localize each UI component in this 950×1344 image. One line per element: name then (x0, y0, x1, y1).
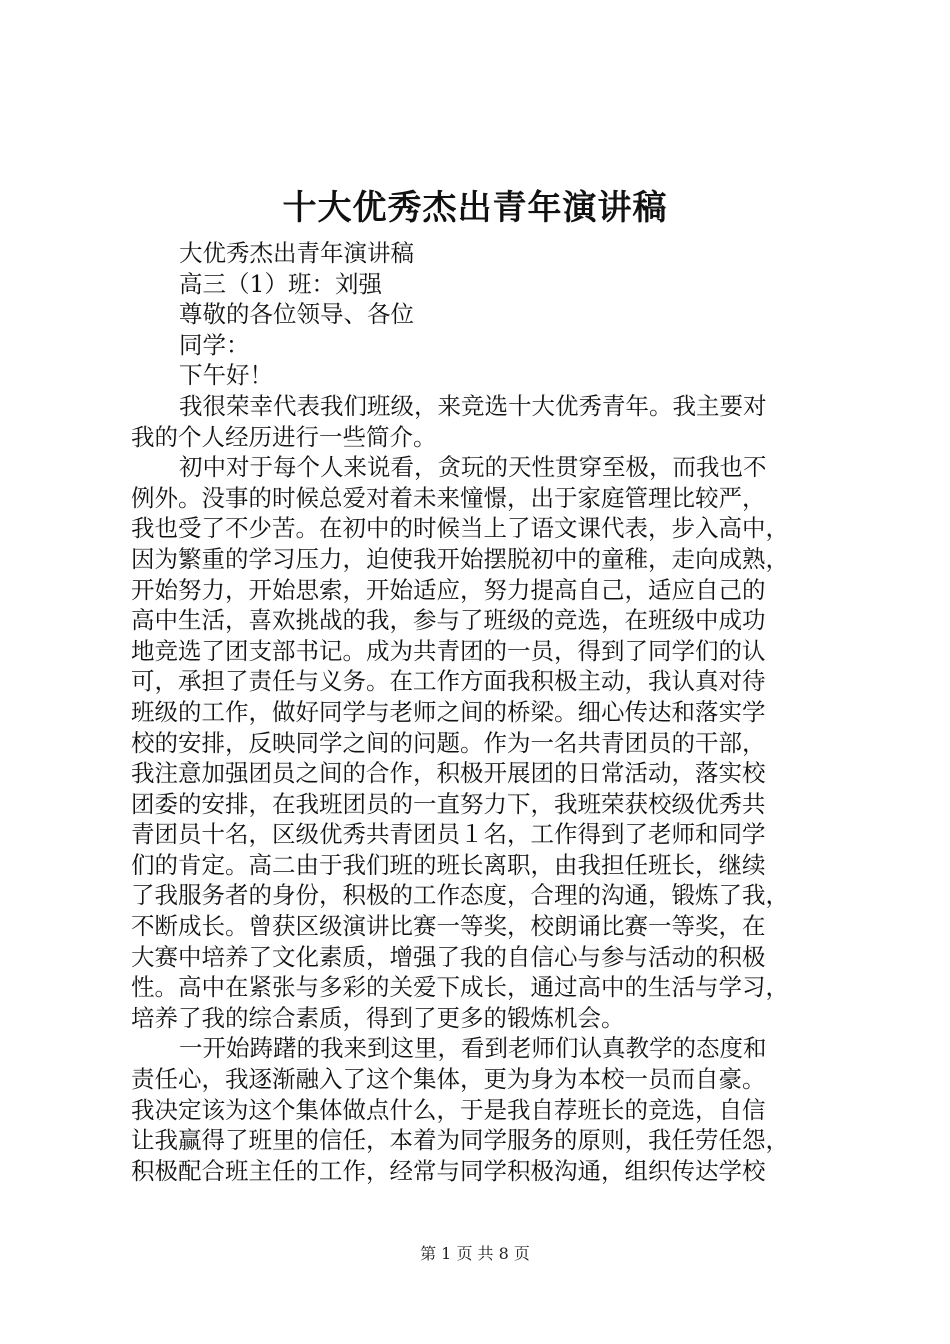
paragraph-line: 团委的安排，在我班团员的一直努力下，我班荣获校级优秀共 (131, 789, 766, 818)
paragraph-line: 一开始踌躇的我来到这里，看到老师们认真教学的态度和 (179, 1034, 767, 1063)
subtitle-line: 大优秀杰出青年演讲稿 (179, 239, 414, 267)
paragraph-line: 性。高中在紧张与多彩的关爱下成长，通过高中的生活与学习， (131, 973, 789, 1002)
paragraph-line: 高中生活，喜欢挑战的我，参与了班级的竞选，在班级中成功 (131, 606, 766, 635)
paragraph-line: 们的肯定。高二由于我们班的班长离职，由我担任班长，继续 (131, 850, 766, 879)
page-number-footer: 第 1 页 共 8 页 (420, 1244, 530, 1263)
paragraph-line: 了我服务者的身份，积极的工作态度，合理的沟通，锻炼了我， (131, 881, 789, 910)
paragraph-line: 我决定该为这个集体做点什么，于是我自荐班长的竞选，自信 (131, 1095, 766, 1124)
paragraph-line: 让我赢得了班里的信任，本着为同学服务的原则，我任劳任怨， (131, 1126, 789, 1155)
paragraph-line: 初中对于每个人来说看，贪玩的天性贯穿至极，而我也不 (179, 453, 767, 482)
paragraph-line: 不断成长。曾获区级演讲比赛一等奖，校朗诵比赛一等奖，在 (131, 912, 766, 941)
paragraph-line: 大赛中培养了文化素质，增强了我的自信心与参与活动的积极 (131, 942, 766, 971)
paragraph-line: 青团员十名，区级优秀共青团员１名，工作得到了老师和同学 (131, 820, 766, 849)
paragraph-line: 校的安排，反映同学之间的问题。作为一名共青团员的干部， (131, 728, 766, 757)
salutation-line: 尊敬的各位领导、各位 (179, 300, 414, 329)
paragraph-line: 例外。没事的时候总爱对着未来憧憬，出于家庭管理比较严， (131, 483, 766, 512)
author-line: 高三（1）班：刘强 (179, 269, 382, 298)
greeting-line: 下午好！ (179, 361, 273, 390)
document-title: 十大优秀杰出青年演讲稿 (282, 188, 668, 228)
paragraph-line: 我注意加强团员之间的合作，积极开展团的日常活动，落实校 (131, 759, 766, 788)
paragraph-line: 开始努力，开始思索，开始适应，努力提高自己，适应自己的 (131, 575, 766, 604)
document-body (131, 238, 831, 1186)
paragraph-line: 班级的工作，做好同学与老师之间的桥梁。细心传达和落实学 (131, 697, 766, 726)
paragraph-line: 责任心，我逐渐融入了这个集体，更为身为本校一员而自豪。 (131, 1065, 766, 1094)
salutation-line: 同学： (179, 330, 250, 359)
paragraph-line: 地竞选了团支部书记。成为共青团的一员，得到了同学们的认 (131, 636, 766, 665)
paragraph-line: 可，承担了责任与义务。在工作方面我积极主动，我认真对待 (131, 667, 766, 696)
paragraph-line: 我的个人经历进行一些简介。 (131, 422, 437, 451)
paragraph-line: 因为繁重的学习压力，迫使我开始摆脱初中的童稚，走向成熟， (131, 544, 789, 573)
paragraph-line: 我也受了不少苦。在初中的时候当上了语文课代表，步入高中， (131, 514, 789, 543)
paragraph-line: 积极配合班主任的工作，经常与同学积极沟通，组织传达学校 (131, 1156, 766, 1185)
paragraph-line: 培养了我的综合素质，得到了更多的锻炼机会。 (131, 1003, 625, 1032)
paragraph-line: 我很荣幸代表我们班级，来竞选十大优秀青年。我主要对 (179, 391, 767, 420)
